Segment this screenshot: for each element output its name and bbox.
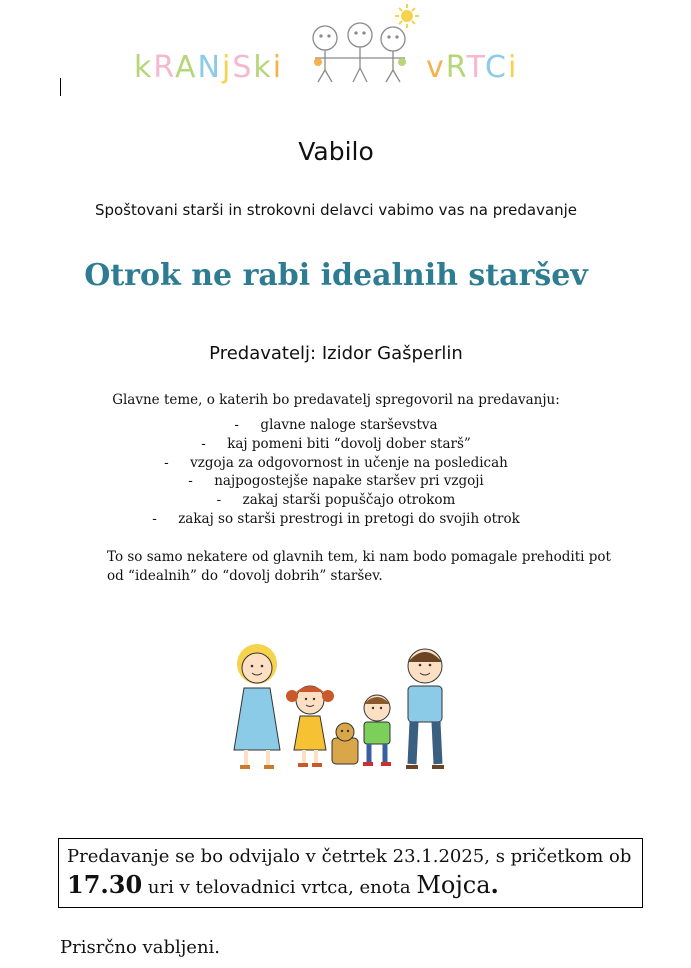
summary-paragraph: To so samo nekatere od glavnih tem, ki nam bodo pomagale prehoditi pot od “idealnih” do “dovolj dobrih” staršev. xyxy=(107,549,611,584)
closing-text: Prisrčno vabljeni. xyxy=(60,937,221,958)
bullet-dash: - xyxy=(152,510,157,527)
children-holding-hands-icon xyxy=(313,23,405,82)
bullet-dash: - xyxy=(188,473,193,490)
topic-text: najpogostejše napake staršev pri vzgoji xyxy=(214,473,484,490)
lecture-headline: Otrok ne rabi idealnih staršev xyxy=(84,258,588,293)
list-item xyxy=(0,510,672,529)
event-info-box xyxy=(58,838,643,908)
sun-icon xyxy=(395,4,419,28)
topic-text: kaj pomeni biti “dovolj dober starš” xyxy=(227,435,471,452)
event-date-text: Predavanje se bo odvijalo v četrtek 23.1.2025, s pričetkom ob xyxy=(67,846,632,867)
boy-figure xyxy=(363,695,391,764)
logo-word-right: vRTCi xyxy=(426,50,519,85)
event-unit: Mojca xyxy=(416,871,491,899)
bullet-dash: - xyxy=(234,417,239,433)
list-item xyxy=(0,435,672,454)
event-period: . xyxy=(490,870,499,899)
event-time: 17.30 xyxy=(67,870,143,899)
invitation-title: Vabilo xyxy=(298,137,374,166)
speaker-name: Predavatelj: Izidor Gašperlin xyxy=(209,343,463,364)
girl-figure xyxy=(286,686,334,765)
logo-word-left: kRANjSki xyxy=(134,50,284,85)
bullet-dash: - xyxy=(201,435,206,452)
bullet-dash: - xyxy=(216,492,222,509)
list-item xyxy=(0,472,672,491)
family-graphic xyxy=(212,636,467,776)
family-illustration-icon xyxy=(212,636,467,776)
topics-intro: Glavne teme, o katerih bo predavatelj spregovoril na predavanju: xyxy=(112,392,560,408)
bullet-dash: - xyxy=(164,454,169,471)
topic-text: zakaj so starši prestrogi in pretogi do svojih otrok xyxy=(178,510,520,527)
logo-graphic xyxy=(130,2,530,88)
topic-text: zakaj starši popuščajo otrokom xyxy=(242,492,456,509)
kranjski-vrtci-logo xyxy=(130,2,530,88)
text-cursor xyxy=(60,78,61,96)
topics-list xyxy=(0,416,672,529)
dog-figure xyxy=(332,723,358,764)
greeting-text: Spoštovani starši in strokovni delavci vabimo vas na predavanje xyxy=(94,201,578,219)
mother-figure xyxy=(234,644,280,767)
list-item xyxy=(0,416,672,435)
topic-text: glavne naloge starševstva xyxy=(260,417,438,433)
father-figure xyxy=(406,649,444,767)
list-item xyxy=(0,491,672,510)
topic-text: vzgoja za odgovornost in učenje na posledicah xyxy=(190,454,508,471)
list-item xyxy=(0,454,672,473)
event-location-text: uri v telovadnici vrtca, enota xyxy=(147,877,411,898)
